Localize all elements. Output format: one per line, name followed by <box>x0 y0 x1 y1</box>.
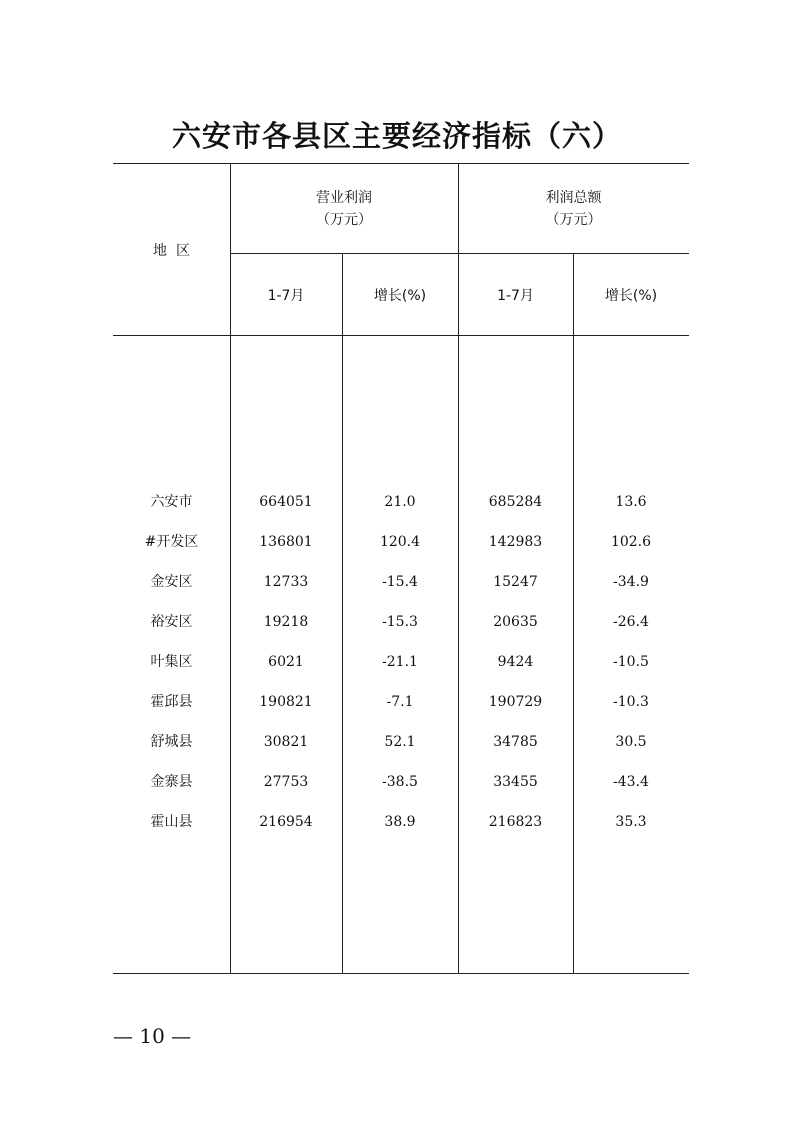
cell-total-profit: 15247 <box>493 574 538 590</box>
header-total-profit-unit: （万元） <box>545 212 602 228</box>
cell-op-growth: 120.4 <box>379 534 421 550</box>
cell-op-growth: -15.3 <box>382 614 418 630</box>
cell-total-growth: -26.4 <box>613 614 649 630</box>
cell-total-profit: 9424 <box>497 654 534 670</box>
header-total-profit <box>458 187 689 231</box>
table-top-border <box>113 163 689 164</box>
cell-op-profit: 30821 <box>263 734 309 750</box>
table-row <box>113 771 689 793</box>
table-row <box>113 611 689 633</box>
header-operating-profit-unit: （万元） <box>316 212 372 228</box>
cell-op-profit: 136801 <box>259 534 313 550</box>
cell-region: 金寨县 <box>150 774 193 790</box>
cell-region: 裕安区 <box>150 614 193 630</box>
cell-total-growth: 102.6 <box>610 534 652 550</box>
cell-total-growth: 30.5 <box>615 734 647 750</box>
cell-total-profit: 20635 <box>493 614 538 630</box>
cell-op-profit: 216954 <box>259 814 313 830</box>
cell-region: 霍邱县 <box>150 694 193 710</box>
page-title: 六安市各县区主要经济指标（六） <box>171 119 622 153</box>
cell-op-profit: 27753 <box>263 774 309 790</box>
header-total-profit-name: 利润总额 <box>545 190 602 206</box>
table-bottom-border <box>113 973 689 974</box>
cell-total-profit: 34785 <box>493 734 538 750</box>
cell-region: #开发区 <box>144 534 199 550</box>
cell-op-profit: 6021 <box>268 654 304 670</box>
header-operating-profit <box>230 187 458 231</box>
header-op-growth: 增长(%) <box>373 288 427 304</box>
header-bottom-border <box>113 335 689 336</box>
cell-op-profit: 19218 <box>263 614 309 630</box>
cell-total-profit: 190729 <box>488 694 543 710</box>
cell-op-growth: 38.9 <box>384 814 416 830</box>
cell-region: 舒城县 <box>150 734 193 750</box>
cell-total-growth: -43.4 <box>613 774 649 790</box>
cell-total-profit: 142983 <box>488 534 543 550</box>
cell-op-profit: 190821 <box>259 694 313 710</box>
cell-total-profit: 33455 <box>493 774 538 790</box>
cell-op-growth: -21.1 <box>382 654 418 670</box>
cell-op-growth: -15.4 <box>382 574 418 590</box>
header-operating-profit-name: 营业利润 <box>316 190 372 206</box>
cell-total-growth: -34.9 <box>613 574 649 590</box>
cell-total-profit: 685284 <box>488 494 543 510</box>
header-region: 地 区 <box>153 243 190 259</box>
cell-region: 六安市 <box>150 494 193 510</box>
cell-op-growth: -38.5 <box>382 774 418 790</box>
cell-region: 金安区 <box>150 574 193 590</box>
cell-op-profit: 664051 <box>259 494 313 510</box>
cell-total-growth: -10.5 <box>613 654 649 670</box>
cell-total-growth: 35.3 <box>615 814 647 830</box>
table-row <box>113 811 689 833</box>
header-group-divider <box>230 253 689 254</box>
cell-total-growth: 13.6 <box>615 494 647 510</box>
table-row <box>113 731 689 753</box>
cell-region: 叶集区 <box>150 654 193 670</box>
header-op-period: 1-7月 <box>267 288 305 304</box>
header-total-growth: 增长(%) <box>604 288 658 304</box>
header-total-period: 1-7月 <box>497 288 534 304</box>
cell-region: 霍山县 <box>150 814 193 830</box>
cell-op-growth: 21.0 <box>384 494 416 510</box>
table-row <box>113 691 689 713</box>
economic-indicators-table <box>113 163 689 974</box>
cell-op-growth: 52.1 <box>384 734 416 750</box>
table-row <box>113 491 689 513</box>
page-number: — 10 — <box>113 1024 192 1048</box>
cell-op-profit: 12733 <box>263 574 309 590</box>
cell-total-growth: -10.3 <box>613 694 649 710</box>
table-row <box>113 531 689 553</box>
table-row <box>113 651 689 673</box>
cell-op-growth: -7.1 <box>386 694 414 710</box>
cell-total-profit: 216823 <box>488 814 543 830</box>
table-row <box>113 571 689 593</box>
